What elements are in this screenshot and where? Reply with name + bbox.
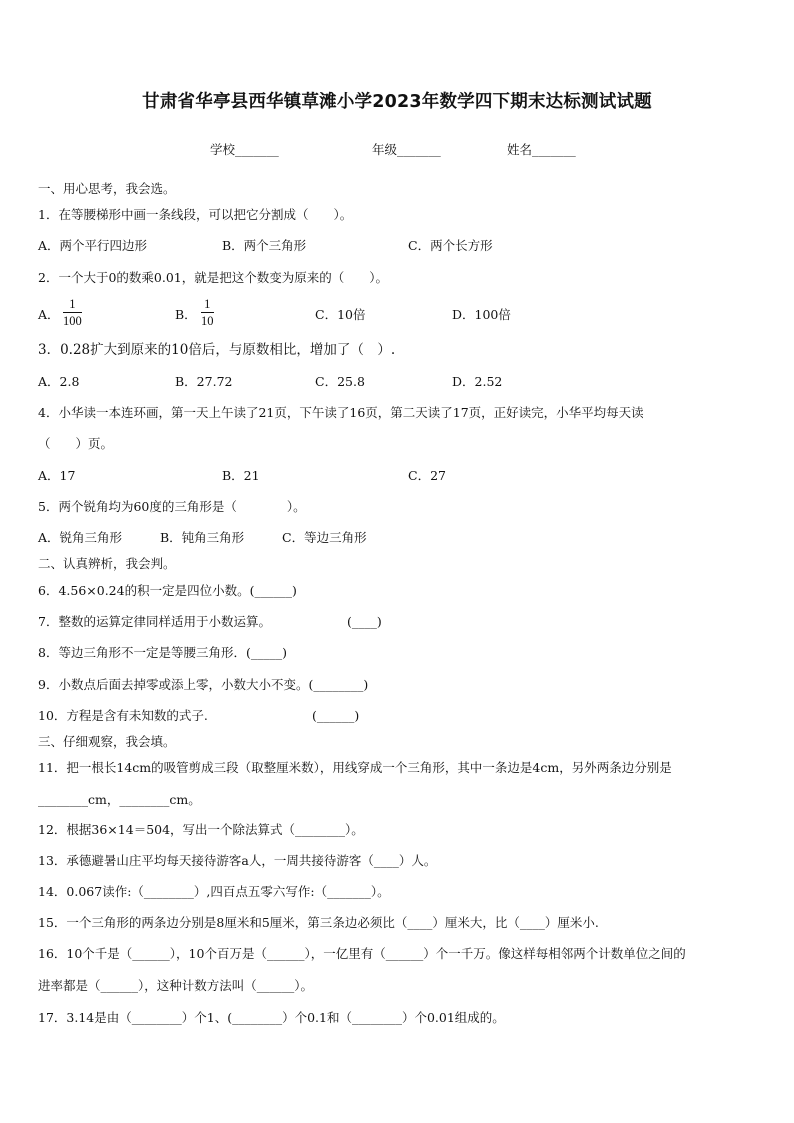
section-heading-1: 一、用心思考，我会选。: [38, 181, 176, 196]
q2-option-d[interactable]: D．100倍: [452, 307, 511, 322]
question-2: 2．一个大于0的数乘0.01，就是把这个数变为原来的（ ）。: [38, 270, 388, 285]
name-field[interactable]: 姓名_______: [507, 142, 576, 157]
q3-option-b[interactable]: B．27.72: [175, 374, 233, 389]
page-title: 甘肃省华亭县西华镇草滩小学2023年数学四下期末达标测试试题: [142, 92, 652, 112]
question-14: 14．0.067读作:（________）,四百点五零六写作:（_______）。: [38, 884, 390, 899]
q2-option-b-label[interactable]: B．: [175, 307, 197, 322]
question-7: 7．整数的运算定律同样适用于小数运算。: [38, 614, 271, 629]
question-15: 15．一个三角形的两条边分别是8厘米和5厘米，第三条边必须比（____）厘米大，比（____）厘米小.: [38, 915, 599, 930]
q1-option-a[interactable]: A．两个平行四边形: [38, 238, 148, 253]
question-4-line-1: 4．小华读一本连环画，第一天上午读了21页，下午读了16页，第二天读了17页，正好读完，小华平均每天读: [38, 405, 644, 420]
question-1: 1．在等腰梯形中画一条线段，可以把它分割成（ ）。: [38, 207, 353, 222]
question-12: 12．根据36×14＝504，写出一个除法算式（________）。: [38, 822, 364, 837]
q3-option-c[interactable]: C．25.8: [315, 374, 365, 389]
q2-option-b-fraction: [201, 297, 214, 328]
section-heading-2: 二、认真辨析，我会判。: [38, 556, 176, 571]
q3-option-a[interactable]: A．2.8: [38, 374, 80, 389]
q4-option-a[interactable]: A．17: [38, 468, 76, 483]
q4-option-c[interactable]: C．27: [408, 468, 446, 483]
question-11-line-1: 11．把一根长14cm的吸管剪成三段（取整厘米数），用线穿成一个三角形，其中一条边是4cm，另外两条边分别是: [38, 760, 672, 775]
q4-option-b[interactable]: B．21: [222, 468, 260, 483]
q1-option-c[interactable]: C．两个长方形: [408, 238, 493, 253]
q5-option-a[interactable]: A．锐角三角形: [38, 530, 123, 545]
q5-option-b[interactable]: B．钝角三角形: [160, 530, 245, 545]
question-13: 13．承德避暑山庄平均每天接待游客a人，一周共接待游客（____）人。: [38, 853, 437, 868]
question-16-line-2: 进率都是（______），这种计数方法叫（______）。: [38, 978, 314, 993]
question-9: 9．小数点后面去掉零或添上零，小数大小不变。(________): [38, 677, 369, 692]
question-10: 10．方程是含有未知数的式子.: [38, 708, 208, 723]
question-7-blank[interactable]: (____): [347, 614, 382, 629]
section-heading-3: 三、仔细观察，我会填。: [38, 734, 176, 749]
q2-option-c[interactable]: C．10倍: [315, 307, 366, 322]
q2-option-a-fraction: [63, 297, 82, 328]
question-11-line-2: ________cm，________cm。: [38, 792, 201, 807]
question-5: 5．两个锐角均为60度的三角形是（ ）。: [38, 499, 306, 514]
q1-option-b[interactable]: B．两个三角形: [222, 238, 307, 253]
question-10-blank[interactable]: (______): [312, 708, 360, 723]
q5-option-c[interactable]: C．等边三角形: [282, 530, 367, 545]
fraction-numerator: 1: [201, 297, 214, 313]
question-17: 17．3.14是由（________）个1、(________）个0.1和（________）个0.01组成的。: [38, 1010, 505, 1025]
fraction-denominator: 100: [63, 314, 82, 328]
fraction-numerator: 1: [63, 297, 82, 313]
question-4-line-2: （ ）页。: [38, 436, 114, 451]
question-6: 6．4.56×0.24的积一定是四位小数。(______): [38, 583, 297, 598]
question-16-line-1: 16．10个千是（______），10个百万是（______），一亿里有（______）个一千万。像这样每相邻两个计数单位之间的: [38, 946, 686, 961]
q3-option-d[interactable]: D．2.52: [452, 374, 503, 389]
question-8: 8．等边三角形不一定是等腰三角形．(_____): [38, 645, 287, 660]
q2-option-a-label[interactable]: A．: [38, 307, 60, 322]
school-field[interactable]: 学校_______: [210, 142, 279, 157]
grade-field[interactable]: 年级_______: [372, 142, 441, 157]
question-3: 3．0.28扩大到原来的10倍后，与原数相比，增加了（ ）.: [38, 342, 396, 358]
fraction-denominator: 10: [201, 314, 214, 328]
